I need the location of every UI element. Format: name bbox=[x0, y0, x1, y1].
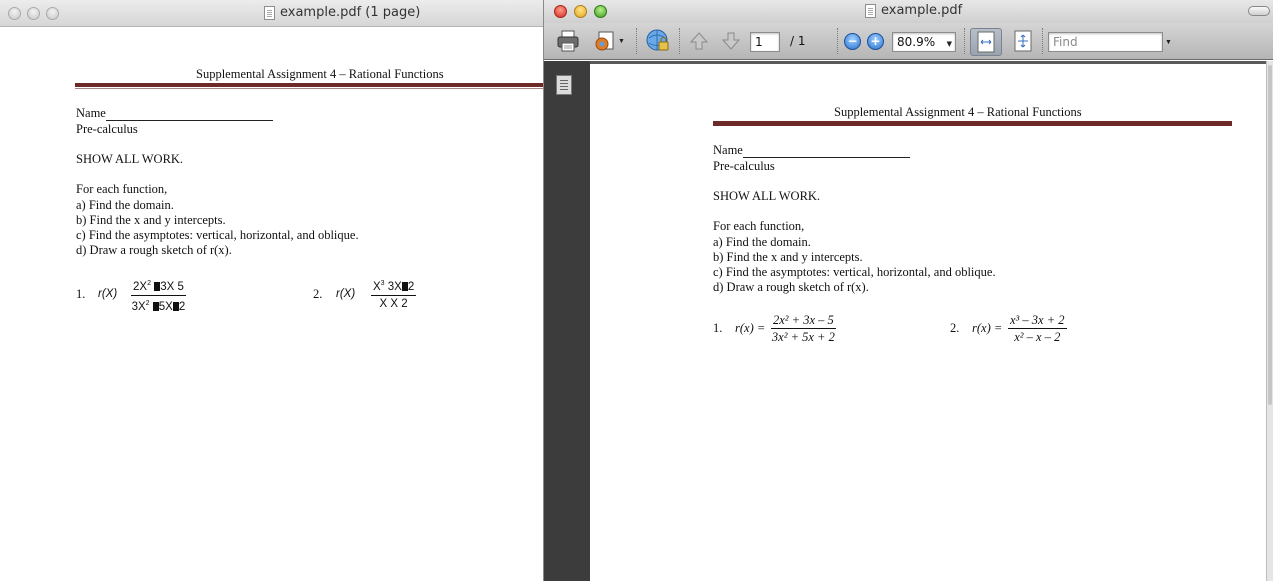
problem-1-fraction bbox=[771, 313, 836, 344]
heading-rule-thin bbox=[75, 88, 548, 89]
fit-width-icon bbox=[977, 31, 995, 53]
fit-page-icon bbox=[1014, 30, 1032, 52]
share-menu-button[interactable] bbox=[589, 27, 629, 55]
plus-icon: + bbox=[870, 34, 881, 48]
foreground-pdf-window bbox=[543, 0, 1273, 581]
problem-2-fraction bbox=[1008, 313, 1067, 344]
toolbar-separator bbox=[636, 28, 637, 54]
step-a: a) Find the domain. bbox=[713, 235, 811, 249]
find-placeholder: Find bbox=[1053, 35, 1078, 49]
step-b: b) Find the x and y intercepts. bbox=[76, 213, 226, 227]
problem-2-lhs: r(x) = bbox=[972, 321, 1003, 335]
problem-1-number: 1. bbox=[76, 287, 86, 301]
pdf-page bbox=[0, 28, 548, 581]
problem-1-denominator: $3X^2$ 5X 2 bbox=[131, 299, 186, 313]
name-label: Name bbox=[76, 106, 106, 120]
name-field-label bbox=[76, 106, 273, 121]
course-label: Pre-calculus bbox=[713, 159, 775, 173]
problem-2-denominator: X X 2 bbox=[379, 297, 408, 310]
name-blank-line bbox=[106, 109, 273, 121]
zoom-select[interactable] bbox=[892, 32, 956, 52]
step-a: a) Find the domain. bbox=[76, 198, 174, 212]
intro-text: For each function, bbox=[76, 182, 168, 196]
print-button[interactable] bbox=[554, 27, 582, 55]
globe-lock-icon bbox=[645, 28, 671, 54]
toolbar-separator bbox=[837, 28, 838, 54]
page-thumbnail-icon[interactable] bbox=[556, 75, 572, 95]
step-d: d) Draw a rough sketch of r(x). bbox=[713, 280, 869, 294]
arrow-up-icon bbox=[689, 31, 709, 51]
problem-1-lhs: r(X) bbox=[98, 288, 118, 300]
fit-width-button[interactable] bbox=[970, 28, 1002, 56]
toolbar-separator bbox=[964, 28, 965, 54]
toolbar-toggle-button[interactable] bbox=[1248, 6, 1270, 16]
problem-1-denominator: 3x² + 5x + 2 bbox=[771, 330, 835, 344]
arrow-down-icon bbox=[721, 31, 741, 51]
zoom-button[interactable] bbox=[46, 7, 59, 20]
dropdown-arrow-icon: ▼ bbox=[618, 37, 625, 45]
window-title-text: example.pdf bbox=[881, 3, 963, 18]
heading-rule bbox=[713, 121, 1232, 126]
toolbar-separator bbox=[1042, 28, 1043, 54]
problem-2-lhs: r(X) bbox=[336, 288, 356, 300]
problem-2-number: 2. bbox=[313, 287, 323, 301]
printer-icon bbox=[556, 29, 580, 53]
fit-page-button[interactable] bbox=[1010, 27, 1036, 55]
find-search-field[interactable] bbox=[1048, 32, 1163, 52]
document-icon bbox=[264, 6, 275, 20]
previous-page-button[interactable] bbox=[688, 27, 710, 55]
toolbar-separator bbox=[679, 28, 680, 54]
heading-rule bbox=[75, 83, 548, 87]
step-c: c) Find the asymptotes: vertical, horizontal, and oblique. bbox=[76, 228, 359, 242]
security-button[interactable] bbox=[644, 27, 672, 55]
instruction-text: SHOW ALL WORK. bbox=[713, 189, 821, 203]
vertical-scrollbar[interactable] bbox=[1266, 61, 1273, 581]
minus-icon: − bbox=[847, 34, 858, 48]
instruction-text: SHOW ALL WORK. bbox=[76, 152, 184, 166]
step-c: c) Find the asymptotes: vertical, horizontal, and oblique. bbox=[713, 265, 996, 279]
zoom-out-button[interactable] bbox=[844, 33, 861, 50]
search-options-arrow-icon[interactable]: ▼ bbox=[1165, 38, 1172, 46]
document-icon bbox=[865, 4, 876, 18]
close-button[interactable] bbox=[554, 5, 567, 18]
document-viewport[interactable] bbox=[590, 61, 1273, 581]
problem-2-fraction bbox=[371, 277, 416, 311]
window-title bbox=[865, 3, 962, 18]
problem-1-numerator: $2X^2$ 3X 5 bbox=[131, 277, 186, 296]
zoom-in-button[interactable] bbox=[867, 33, 884, 50]
problem-2-number: 2. bbox=[950, 321, 960, 335]
window-title bbox=[264, 5, 420, 20]
problem-2-numerator: $X^3$ 3X 2 bbox=[371, 277, 416, 296]
minimize-button[interactable] bbox=[27, 7, 40, 20]
name-blank-line bbox=[743, 146, 910, 158]
assignment-heading: Supplemental Assignment 4 – Rational Functions bbox=[196, 67, 444, 81]
page-total-label: / 1 bbox=[790, 34, 806, 48]
pdf-toolbar bbox=[544, 23, 1273, 60]
scrollbar-thumb[interactable] bbox=[1268, 65, 1272, 405]
dropdown-arrow-icon: ▼ bbox=[946, 40, 952, 48]
zoom-value: 80.9% bbox=[897, 35, 936, 49]
next-page-button[interactable] bbox=[720, 27, 742, 55]
thumbnail-sidebar bbox=[544, 61, 590, 581]
problem-1-fraction bbox=[131, 277, 186, 314]
pdf-page bbox=[590, 64, 1267, 581]
problem-2-numerator: x³ – 3x + 2 bbox=[1010, 313, 1065, 327]
problem-2-denominator: x² – x – 2 bbox=[1014, 330, 1061, 344]
name-label: Name bbox=[713, 143, 743, 157]
intro-text: For each function, bbox=[713, 219, 805, 233]
share-icon bbox=[593, 29, 617, 53]
step-d: d) Draw a rough sketch of r(x). bbox=[76, 243, 232, 257]
step-b: b) Find the x and y intercepts. bbox=[713, 250, 863, 264]
foreground-title-bar[interactable] bbox=[544, 0, 1273, 23]
course-label: Pre-calculus bbox=[76, 122, 138, 136]
assignment-heading: Supplemental Assignment 4 – Rational Functions bbox=[834, 105, 1082, 119]
background-title-bar[interactable] bbox=[0, 0, 548, 27]
close-button[interactable] bbox=[8, 7, 21, 20]
page-number-input[interactable] bbox=[750, 32, 780, 52]
name-field-label bbox=[713, 143, 910, 158]
zoom-button[interactable] bbox=[594, 5, 607, 18]
minimize-button[interactable] bbox=[574, 5, 587, 18]
problem-1-numerator: 2x² + 3x – 5 bbox=[773, 313, 834, 327]
background-pdf-window bbox=[0, 0, 548, 581]
problem-1-number: 1. bbox=[713, 321, 723, 335]
window-title-text: example.pdf (1 page) bbox=[280, 5, 421, 20]
problem-1-lhs: r(x) = bbox=[735, 321, 766, 335]
